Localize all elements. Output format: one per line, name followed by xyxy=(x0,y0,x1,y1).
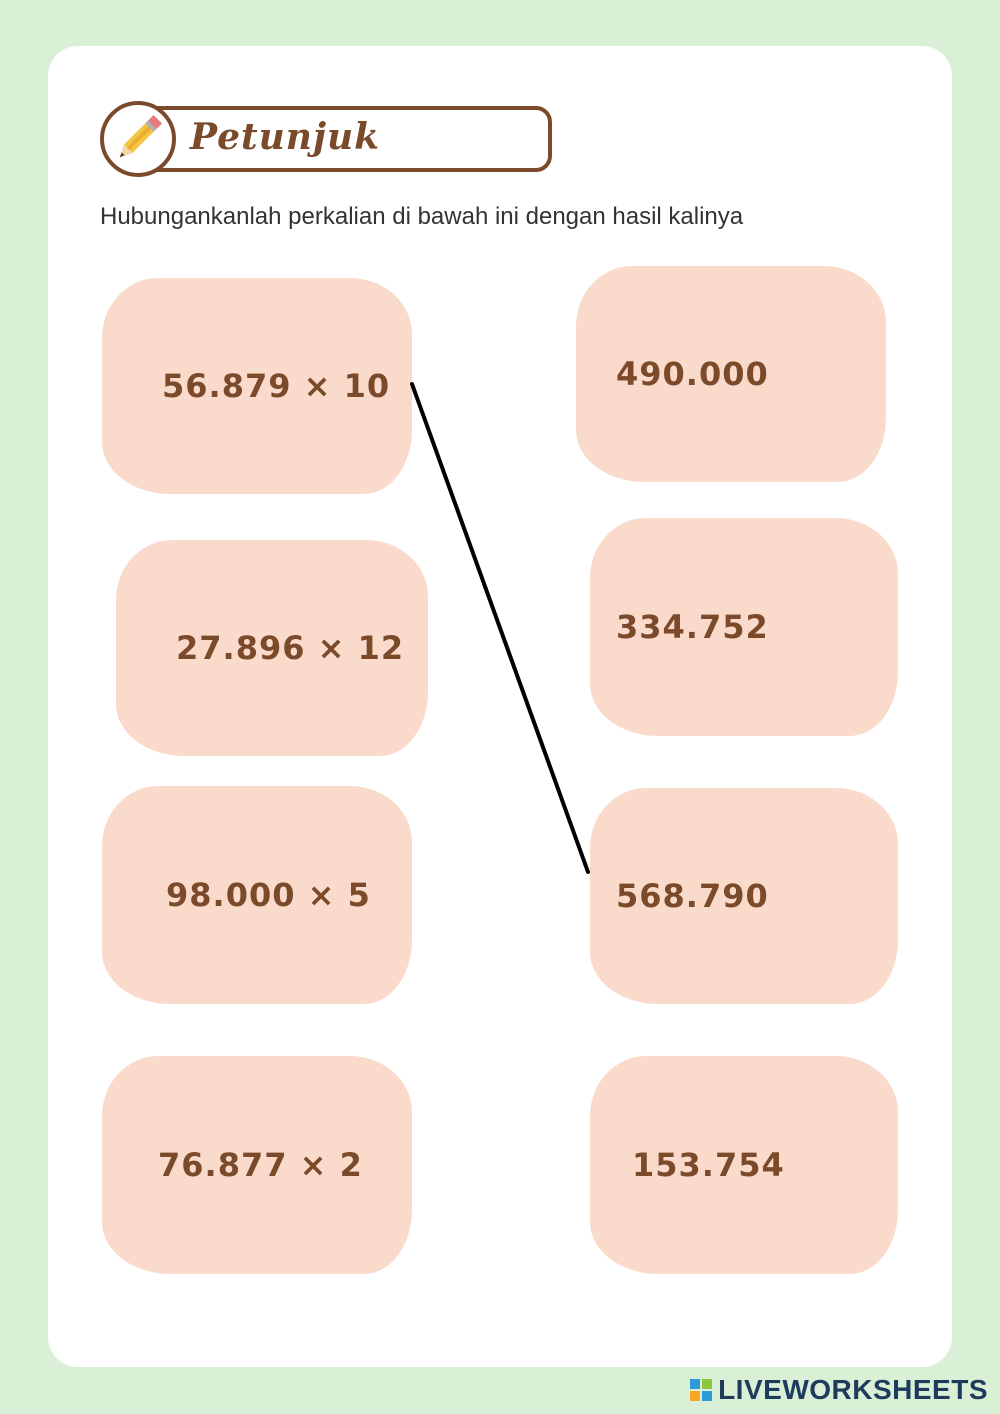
footer-brand: LIVEWORKSHEETS xyxy=(718,1374,988,1405)
right-card-label: 153.754 xyxy=(632,1146,785,1184)
left-card-4[interactable] xyxy=(102,1056,412,1274)
left-card-label: 56.879 × 10 xyxy=(162,367,391,405)
right-card-4[interactable] xyxy=(590,1056,898,1274)
header-icon-circle xyxy=(100,101,176,177)
left-card-label: 76.877 × 2 xyxy=(158,1146,363,1184)
right-card-label: 334.752 xyxy=(616,608,769,646)
left-card-1[interactable] xyxy=(102,278,412,494)
right-card-2[interactable] xyxy=(590,518,898,736)
left-card-label: 98.000 × 5 xyxy=(166,876,371,914)
left-card-2[interactable] xyxy=(116,540,428,756)
left-card-3[interactable] xyxy=(102,786,412,1004)
instruction-text: Hubungankanlah perkalian di bawah ini dengan hasil kalinya xyxy=(100,203,744,230)
liveworksheets-logo xyxy=(690,1374,988,1406)
right-card-1[interactable] xyxy=(576,266,886,482)
logo-blocks-icon xyxy=(690,1379,712,1401)
right-card-3[interactable] xyxy=(590,788,898,1004)
left-card-label: 27.896 × 12 xyxy=(176,629,405,667)
right-card-label: 490.000 xyxy=(616,355,769,393)
header-title: Petunjuk xyxy=(190,116,381,158)
pencil-icon xyxy=(104,105,172,173)
right-card-label: 568.790 xyxy=(616,877,769,915)
